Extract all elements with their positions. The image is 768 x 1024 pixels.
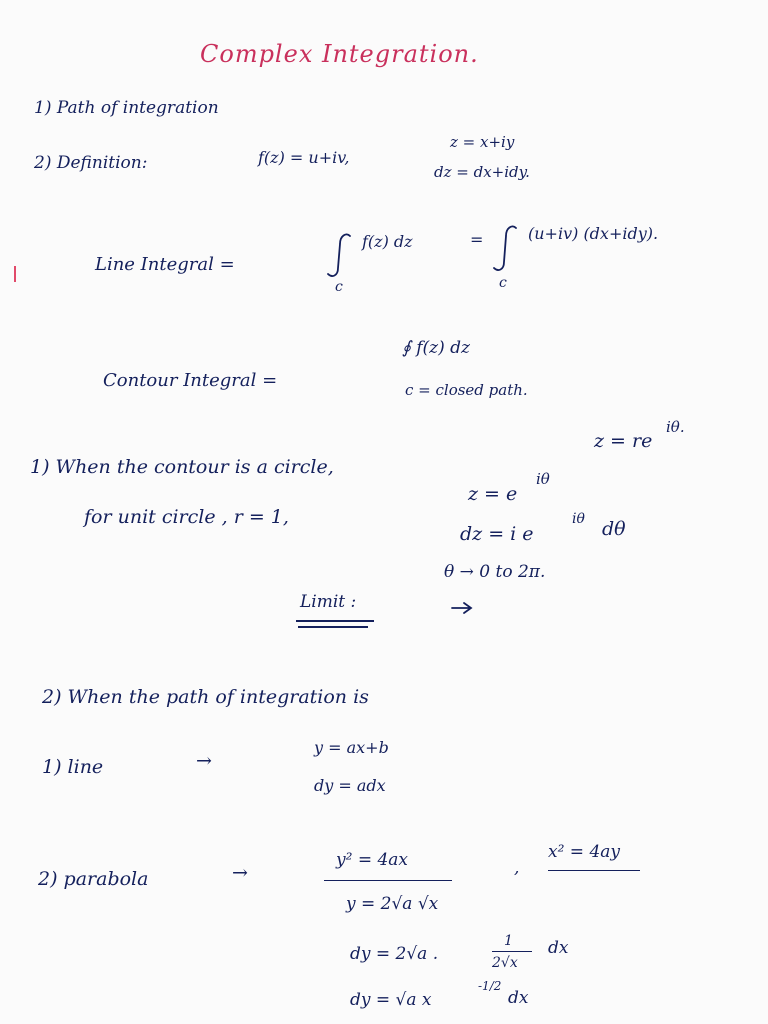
parabola-comma: ,	[514, 858, 520, 878]
parabola-derive-3-exponent: -1/2	[478, 979, 502, 993]
parabola-derive-3: dy = √a x	[350, 990, 432, 1010]
unit-circle-dz: dz = i e	[460, 523, 534, 545]
line-integrand-2: (u+iv) (dx+idy).	[528, 224, 659, 243]
integral-sign-1	[328, 234, 350, 276]
limit-arrow	[452, 603, 471, 613]
unit-circle-dz-exponent: iθ	[572, 511, 585, 527]
circle-case-line2: for unit circle , r = 1,	[84, 506, 289, 528]
contour-integral-label: Contour Integral =	[103, 370, 278, 391]
line-integral-equals: =	[470, 230, 484, 249]
circle-case-z-re-exponent: iθ.	[666, 418, 685, 436]
line-integral-sub-c-1: c	[335, 279, 343, 295]
parabola-eq-2: x² = 4ay	[548, 842, 621, 862]
path-case-line-label: 1) line	[42, 756, 104, 778]
line-eq-2: dy = adx	[314, 776, 386, 795]
item-definition-label: 2) Definition:	[34, 153, 148, 173]
limit-value: θ → 0 to 2π.	[444, 562, 546, 582]
parabola-derive-1: y = 2√a √x	[346, 894, 439, 914]
integral-sign-2	[494, 226, 516, 270]
page-title: Complex Integration.	[200, 40, 479, 68]
parabola-derive-3-end: dx	[508, 988, 529, 1008]
path-case-heading: 2) When the path of integration is	[42, 686, 369, 708]
limit-label: Limit :	[300, 592, 357, 612]
parabola-derive-2: dy = 2√a .	[350, 944, 439, 964]
definition-dz: dz = dx+idy.	[434, 163, 530, 181]
unit-circle-z: z = e	[468, 483, 518, 505]
parabola-derive-2-fraction-den: 2√x	[492, 955, 518, 971]
path-case-parabola-label: 2) parabola	[38, 868, 149, 890]
definition-z: z = x+iy	[450, 133, 515, 151]
line-integral-sub-c-2: c	[499, 275, 507, 291]
line-integrand-1: f(z) dz	[362, 232, 413, 251]
unit-circle-z-exponent: iθ	[536, 470, 550, 488]
circle-case-line1: 1) When the contour is a circle,	[30, 456, 334, 478]
circle-case-z-re: z = re	[594, 430, 653, 452]
line-integral-label: Line Integral =	[95, 254, 235, 275]
parabola-arrow: →	[232, 862, 248, 884]
parabola-eq-1: y² = 4ax	[336, 850, 409, 870]
line-eq-1: y = ax+b	[314, 738, 389, 757]
item-path-of-integration: 1) Path of integration	[34, 98, 219, 118]
unit-circle-dz-end: dθ	[602, 518, 626, 540]
parabola-derive-2-end: dx	[548, 938, 569, 958]
parabola-derive-2-fraction-num: 1	[504, 933, 513, 949]
definition-fz: f(z) = u+iv,	[258, 148, 350, 167]
contour-closed-path-note: c = closed path.	[405, 381, 528, 399]
line-arrow: →	[196, 750, 212, 772]
contour-integrand: ∮ f(z) dz	[402, 338, 471, 358]
